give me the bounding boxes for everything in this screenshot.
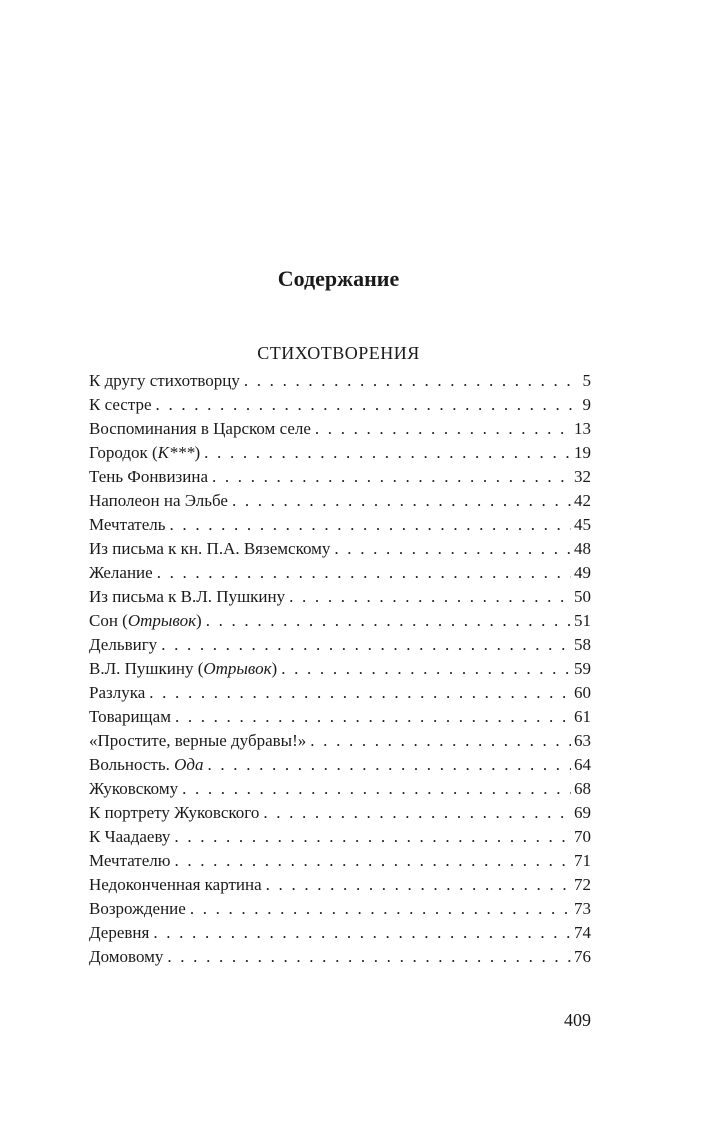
toc-entry-page: 9 bbox=[582, 395, 591, 414]
toc-entry-page: 60 bbox=[574, 683, 591, 702]
toc-entry-title bbox=[89, 537, 330, 561]
toc-entry[interactable] bbox=[89, 657, 591, 681]
toc-leader-dots bbox=[161, 633, 571, 657]
toc-entry[interactable] bbox=[89, 585, 591, 609]
toc-entry[interactable] bbox=[89, 777, 591, 801]
toc-entry-page: 68 bbox=[574, 779, 591, 798]
toc-entry-page: 5 bbox=[582, 371, 591, 390]
toc-leader-dots bbox=[156, 393, 578, 417]
toc-entry-title-suffix: ) bbox=[194, 443, 201, 462]
toc-entry[interactable] bbox=[89, 417, 591, 441]
toc-entry-title bbox=[89, 417, 311, 441]
toc-entry-title-suffix: ) bbox=[196, 611, 202, 630]
toc-entry-page: 63 bbox=[574, 731, 591, 750]
toc-entry-title bbox=[89, 369, 240, 393]
toc-leader-dots bbox=[167, 945, 571, 969]
toc-entry-title-text: Сон ( bbox=[89, 611, 128, 630]
toc-entry[interactable] bbox=[89, 801, 591, 825]
toc-entry-title bbox=[89, 849, 170, 873]
toc-entry-title-text: Жуковскому bbox=[89, 779, 179, 798]
toc-entry[interactable] bbox=[89, 945, 591, 969]
toc-entry-title bbox=[89, 777, 178, 801]
toc-entry-page: 71 bbox=[574, 851, 591, 870]
toc-entry[interactable] bbox=[89, 705, 591, 729]
toc-entry-title-italic: Отрывок bbox=[203, 659, 272, 678]
toc-entry-title-italic: К*** bbox=[157, 443, 195, 462]
toc-leader-dots bbox=[212, 465, 571, 489]
toc-entry-title-text: Наполеон на Эльбе bbox=[89, 491, 228, 510]
page-title bbox=[0, 264, 709, 294]
toc-entry-title bbox=[89, 585, 285, 609]
toc-entry-page: 45 bbox=[574, 515, 591, 534]
toc-entry[interactable] bbox=[89, 825, 591, 849]
toc-entry-title-text: Мечтателю bbox=[89, 851, 171, 870]
toc-entry-title-text: Товарищам bbox=[89, 707, 171, 726]
toc-entry-title bbox=[89, 561, 153, 585]
toc-entry-page: 50 bbox=[574, 587, 591, 606]
section-heading bbox=[0, 340, 709, 366]
toc-entry-page: 61 bbox=[574, 707, 591, 726]
toc-entry-title bbox=[89, 609, 202, 633]
toc-leader-dots bbox=[263, 801, 571, 825]
toc-leader-dots bbox=[315, 417, 571, 441]
toc-entry[interactable] bbox=[89, 561, 591, 585]
toc-entry-title-text: В.Л. Пушкину ( bbox=[89, 659, 204, 678]
toc-entry-title-text: Недоконченная картина bbox=[89, 875, 262, 894]
toc-entry-page: 51 bbox=[574, 611, 591, 630]
toc-entry-title-text: К Чаадаеву bbox=[89, 827, 171, 846]
toc-entry-page: 59 bbox=[574, 659, 591, 678]
toc-entry-title-text: Из письма к В.Л. Пушкину bbox=[89, 587, 286, 606]
toc-entry-title-text: Желание bbox=[89, 563, 153, 582]
toc-entry-page: 19 bbox=[574, 443, 591, 462]
toc-leader-dots bbox=[182, 777, 571, 801]
toc-entry[interactable] bbox=[89, 465, 591, 489]
toc-entry-page: 48 bbox=[574, 539, 591, 558]
toc-leader-dots bbox=[157, 561, 571, 585]
toc-leader-dots bbox=[266, 873, 571, 897]
toc-leader-dots bbox=[206, 609, 571, 633]
toc-leader-dots bbox=[281, 657, 571, 681]
toc-entry[interactable] bbox=[89, 609, 591, 633]
toc-leader-dots bbox=[153, 921, 571, 945]
toc-leader-dots bbox=[174, 825, 571, 849]
toc-entry-title-text: «Простите, верные дубравы!» bbox=[89, 731, 307, 750]
toc-entry-page: 73 bbox=[574, 899, 591, 918]
toc-leader-dots bbox=[310, 729, 571, 753]
toc-entry-title-text: Тень Фонвизина bbox=[89, 467, 208, 486]
toc-entry-title bbox=[89, 945, 163, 969]
toc-entry[interactable] bbox=[89, 897, 591, 921]
toc-entry-page: 32 bbox=[574, 467, 591, 486]
toc-entry-title bbox=[89, 633, 157, 657]
toc-leader-dots bbox=[170, 513, 571, 537]
toc-entry[interactable] bbox=[89, 849, 591, 873]
toc-entry-title-text: Разлука bbox=[89, 683, 146, 702]
toc-entry-page: 58 bbox=[574, 635, 591, 654]
toc-leader-dots bbox=[334, 537, 571, 561]
toc-entry-title bbox=[89, 729, 306, 753]
toc-entry-title-text: К сестре bbox=[89, 395, 152, 414]
toc-entry[interactable] bbox=[89, 753, 591, 777]
toc-leader-dots bbox=[289, 585, 571, 609]
toc-entry[interactable] bbox=[89, 369, 591, 393]
toc-entry-title bbox=[89, 681, 145, 705]
toc-entry-title bbox=[89, 921, 149, 945]
toc-entry-page: 72 bbox=[574, 875, 591, 894]
toc-entry-title bbox=[89, 513, 166, 537]
toc-leader-dots bbox=[244, 369, 578, 393]
toc-entry-title-italic: Отрывок bbox=[127, 611, 197, 630]
toc-entry-title-text: Домовому bbox=[89, 947, 164, 966]
toc-entry-page: 42 bbox=[574, 491, 591, 510]
toc-entry-title bbox=[89, 897, 186, 921]
toc-entry-title bbox=[89, 801, 259, 825]
toc-leader-dots bbox=[232, 489, 571, 513]
toc-entry-title-text: Городок ( bbox=[89, 443, 158, 462]
toc-entry-page: 49 bbox=[574, 563, 591, 582]
toc-entry-page: 13 bbox=[574, 419, 591, 438]
toc-entry-title bbox=[89, 465, 208, 489]
toc-entry-title bbox=[89, 825, 170, 849]
toc-entry[interactable] bbox=[89, 393, 591, 417]
table-of-contents bbox=[89, 369, 591, 969]
page-number: 409 bbox=[564, 1010, 591, 1030]
toc-entry-page: 69 bbox=[574, 803, 591, 822]
section-heading-text: СТИХОТВОРЕНИЯ bbox=[257, 343, 420, 363]
toc-entry[interactable] bbox=[89, 681, 591, 705]
toc-entry-title-text: Воспоминания в Царском селе bbox=[89, 419, 311, 438]
toc-entry-title-text: Возрождение bbox=[89, 899, 186, 918]
page-title-text: Содержание bbox=[277, 266, 400, 291]
toc-entry[interactable] bbox=[89, 513, 591, 537]
toc-leader-dots bbox=[174, 849, 571, 873]
toc-entry-title-suffix: ) bbox=[271, 659, 278, 678]
toc-entry-title bbox=[89, 657, 277, 681]
toc-entry[interactable] bbox=[89, 633, 591, 657]
toc-entry-page: 76 bbox=[574, 947, 591, 966]
toc-entry-title-text: Из письма к кн. П.А. Вяземскому bbox=[89, 539, 331, 558]
toc-leader-dots bbox=[175, 705, 571, 729]
toc-entry-title bbox=[89, 705, 171, 729]
toc-entry[interactable] bbox=[89, 921, 591, 945]
toc-entry[interactable] bbox=[89, 489, 591, 513]
toc-entry-page: 70 bbox=[574, 827, 591, 846]
toc-leader-dots bbox=[149, 681, 571, 705]
toc-leader-dots bbox=[204, 441, 571, 465]
toc-entry-title-text: Вольность. bbox=[89, 755, 175, 774]
toc-entry[interactable] bbox=[89, 537, 591, 561]
toc-entry-page: 74 bbox=[574, 923, 591, 942]
toc-entry-title-text: К портрету Жуковского bbox=[89, 803, 260, 822]
toc-leader-dots bbox=[190, 897, 571, 921]
toc-leader-dots bbox=[208, 753, 572, 777]
toc-entry-title bbox=[89, 873, 262, 897]
toc-entry-title bbox=[89, 393, 152, 417]
toc-entry-title-text: Деревня bbox=[89, 923, 150, 942]
toc-entry-title bbox=[89, 489, 228, 513]
toc-entry[interactable] bbox=[89, 873, 591, 897]
toc-entry[interactable] bbox=[89, 729, 591, 753]
toc-entry-title bbox=[89, 441, 200, 465]
toc-entry[interactable] bbox=[89, 441, 591, 465]
toc-entry-title-text: К другу стихотворцу bbox=[89, 371, 240, 390]
toc-entry-title-italic: Ода bbox=[174, 755, 204, 774]
toc-entry-page: 64 bbox=[574, 755, 591, 774]
toc-entry-title-text: Мечтатель bbox=[89, 515, 166, 534]
toc-entry-title-text: Дельвигу bbox=[89, 635, 158, 654]
toc-entry-title bbox=[89, 753, 204, 777]
